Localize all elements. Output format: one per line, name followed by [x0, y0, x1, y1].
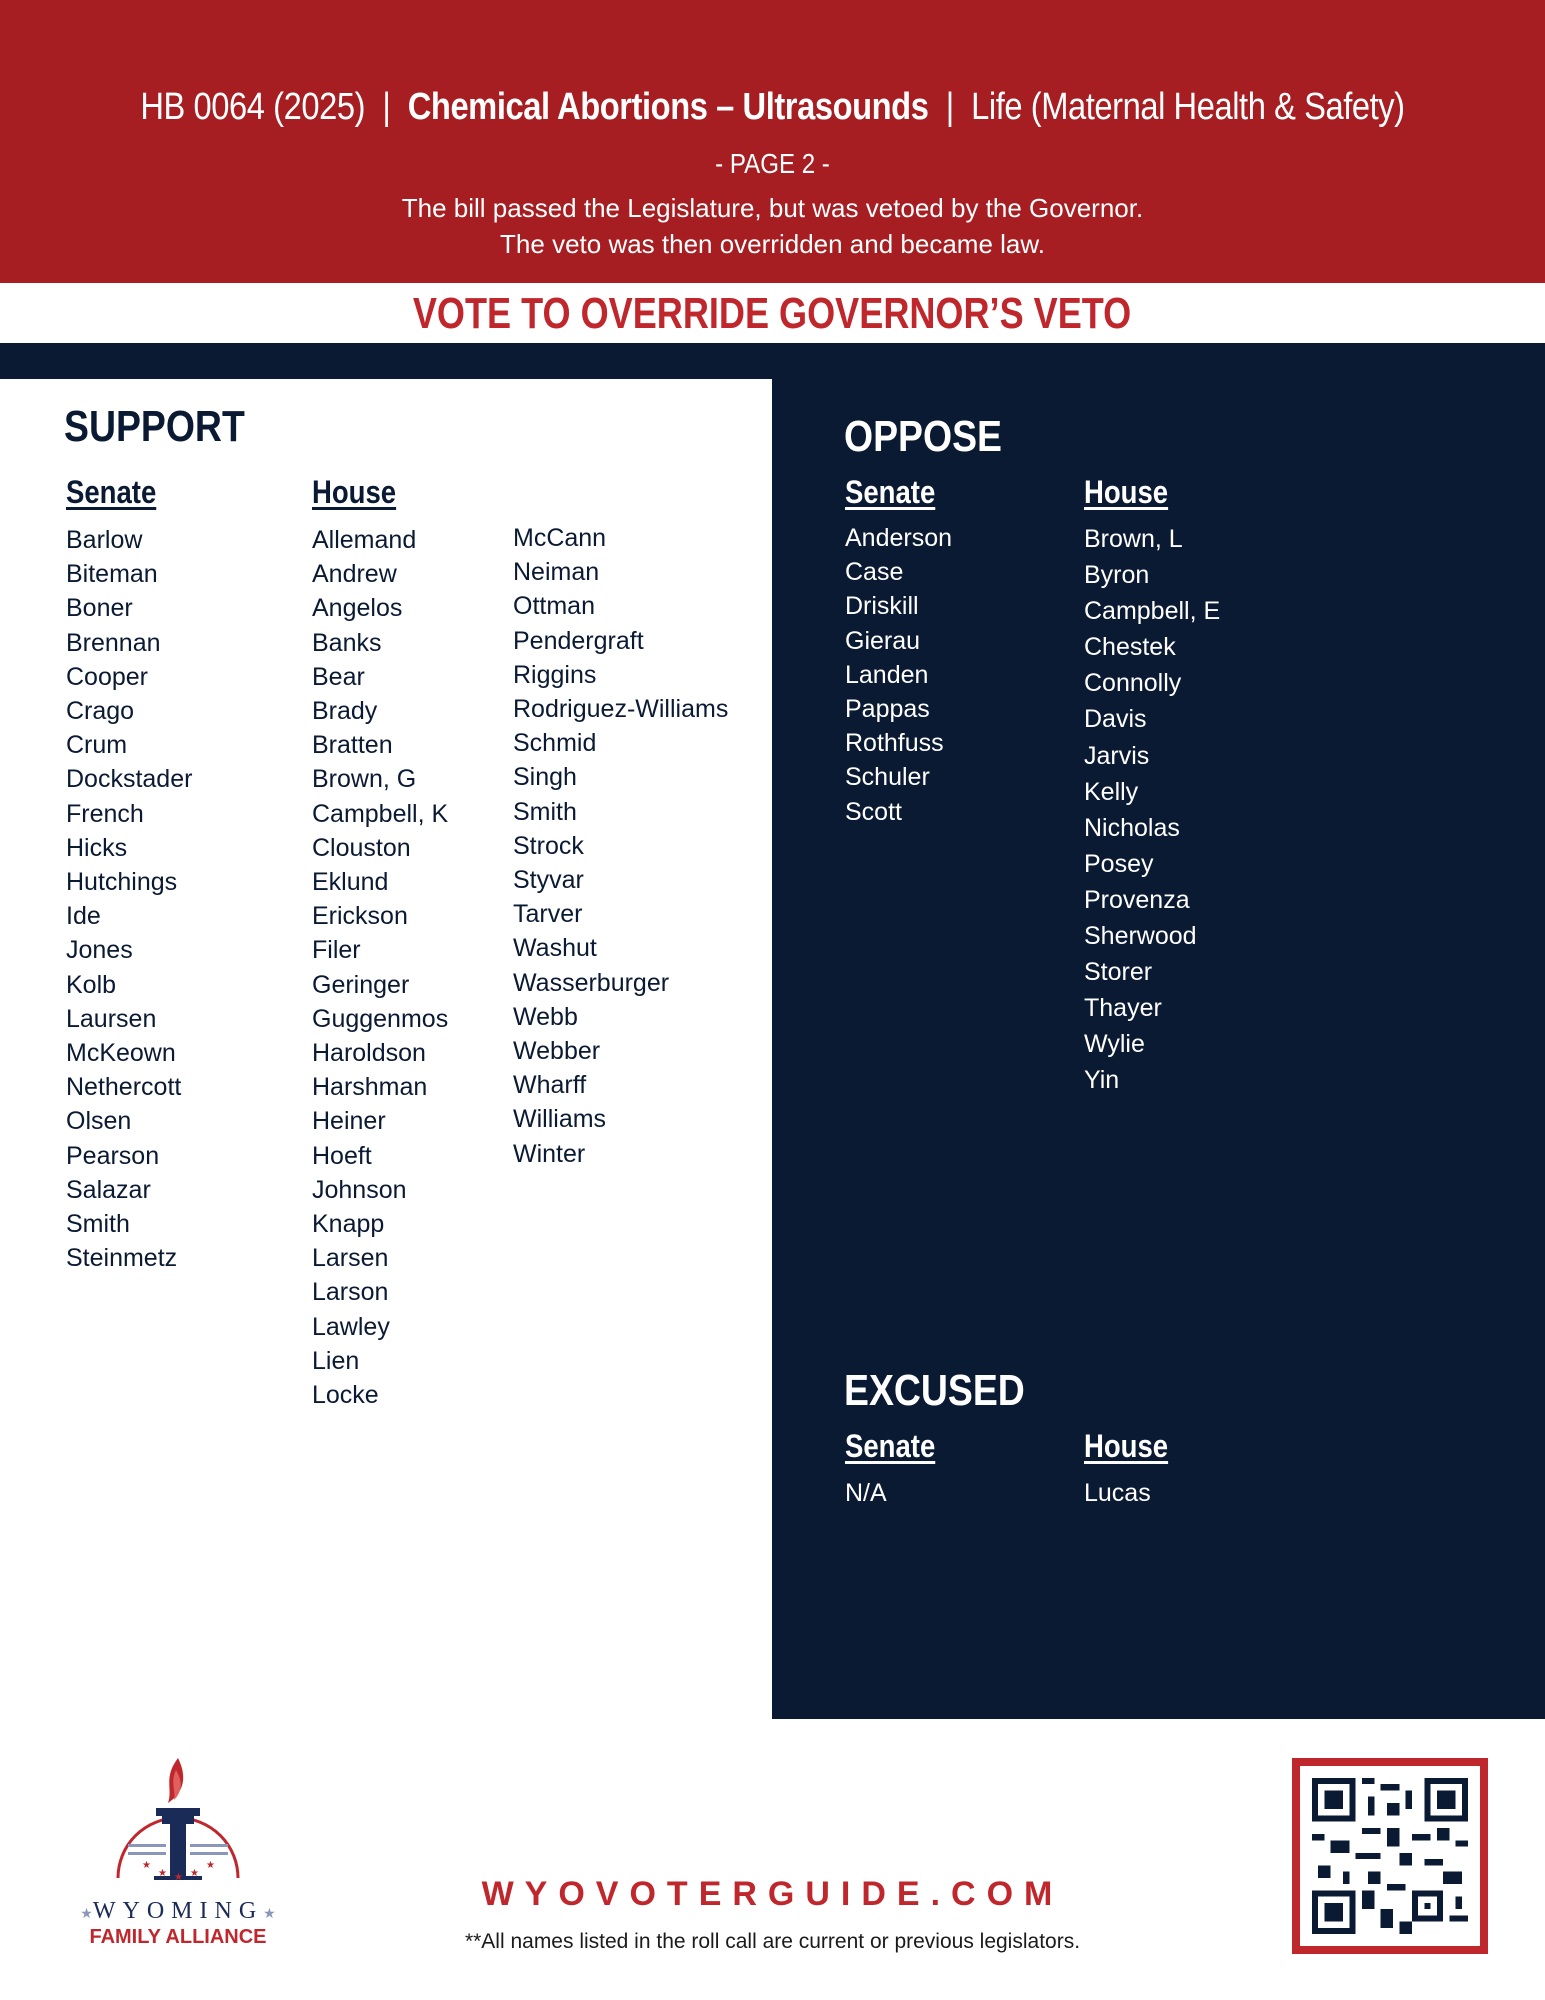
legislator-name: Cooper	[66, 662, 148, 691]
legislator-name: Locke	[312, 1381, 379, 1410]
legislator-name: Riggins	[513, 660, 597, 689]
legislator-name: French	[66, 799, 144, 828]
excused-title: EXCUSED	[844, 1366, 1025, 1415]
legislator-name: Crago	[66, 697, 135, 726]
legislator-name: Hicks	[66, 833, 128, 862]
legislator-name: Heiner	[312, 1107, 386, 1136]
oppose-title: OPPOSE	[844, 412, 1002, 461]
legislator-name: Angelos	[312, 594, 403, 623]
title-separator: |	[382, 86, 391, 128]
legislator-name: Anderson	[845, 524, 953, 552]
legislator-name: Bratten	[312, 731, 393, 760]
footnote: **All names listed in the roll call are current or previous legislators.	[464, 1930, 1081, 1953]
legislator-name: Case	[845, 558, 904, 587]
bill-title: Chemical Abortions – Ultrasounds	[407, 86, 929, 128]
legislator-name: Salazar	[66, 1175, 151, 1204]
wyoming-family-alliance-logo	[58, 1748, 298, 1958]
legislator-name: Smith	[513, 797, 577, 826]
bill-category: Life (Maternal Health & Safety)	[971, 86, 1405, 128]
legislator-name: Lien	[312, 1346, 360, 1375]
legislator-name: Campbell, E	[1084, 597, 1221, 626]
legislator-name: Schuler	[845, 763, 930, 792]
legislator-name: Nethercott	[66, 1073, 182, 1102]
legislator-name: Boner	[66, 594, 133, 623]
logo-name-text: WYOMING	[92, 1898, 264, 1924]
legislator-name: Eklund	[312, 868, 389, 897]
support-senate-list	[66, 523, 192, 1275]
legislator-name: Olsen	[66, 1107, 132, 1136]
legislator-name: Williams	[513, 1105, 607, 1134]
legislator-name: Lawley	[312, 1312, 390, 1341]
legislator-name: Hoeft	[312, 1141, 372, 1170]
legislator-name: Thayer	[1084, 994, 1162, 1023]
logo-subtitle: FAMILY ALLIANCE	[89, 1926, 267, 1948]
legislator-name: Nicholas	[1084, 813, 1180, 842]
legislator-name: Pendergraft	[513, 626, 644, 655]
legislator-name: Filer	[312, 936, 361, 965]
legislator-name: Winter	[513, 1139, 586, 1168]
legislator-name: McKeown	[66, 1039, 176, 1068]
legislator-name: Barlow	[66, 526, 143, 554]
svg-text:★: ★	[190, 1868, 199, 1879]
legislator-name: Haroldson	[312, 1039, 426, 1068]
legislator-name: Landen	[845, 660, 929, 689]
legislator-name: Rodriguez-Williams	[513, 695, 729, 724]
legislator-name: Webber	[513, 1037, 601, 1066]
legislator-name: Wharff	[513, 1071, 587, 1100]
legislator-name: Dockstader	[66, 765, 193, 794]
legislator-name: Wylie	[1084, 1030, 1145, 1059]
legislator-name: Campbell, K	[312, 799, 449, 828]
legislator-name: Jones	[66, 936, 133, 965]
legislator-name: Kelly	[1084, 777, 1139, 806]
legislator-name: Ide	[66, 902, 101, 931]
legislator-name: Smith	[66, 1210, 130, 1239]
legislator-name: Davis	[1084, 705, 1147, 734]
legislator-name: Washut	[513, 934, 597, 963]
legislator-name: Lucas	[1084, 1479, 1151, 1507]
legislator-name: Styvar	[513, 866, 584, 895]
legislator-name: Allemand	[312, 526, 417, 554]
title-separator: |	[945, 86, 954, 128]
page-indicator: - PAGE 2 -	[715, 148, 830, 179]
legislator-name: Johnson	[312, 1175, 407, 1204]
legislator-name: Sherwood	[1084, 922, 1197, 951]
legislator-name: Scott	[845, 797, 902, 826]
legislator-name: Clouston	[312, 833, 411, 862]
legislator-name: Rothfuss	[845, 729, 944, 758]
legislator-name: Guggenmos	[312, 1004, 449, 1033]
legislator-name: Gierau	[845, 626, 921, 655]
qr-code[interactable]	[1292, 1758, 1488, 1954]
legislator-name: Jarvis	[1084, 741, 1150, 770]
legislator-name: McCann	[513, 524, 607, 552]
legislator-name: Brown, G	[312, 765, 417, 794]
support-house-list	[312, 523, 448, 1412]
description-line: The veto was then overridden and became law.	[500, 229, 1045, 259]
oppose-house-list	[1084, 521, 1220, 1099]
svg-text:★: ★	[206, 1860, 215, 1871]
legislator-name: Pearson	[66, 1141, 160, 1170]
legislator-name: Provenza	[1084, 885, 1190, 914]
legislator-name: N/A	[845, 1479, 887, 1507]
svg-text:★: ★	[142, 1860, 151, 1871]
legislator-name: Steinmetz	[66, 1244, 178, 1273]
legislator-name: Laursen	[66, 1004, 157, 1033]
legislator-name: Hutchings	[66, 868, 178, 897]
legislator-name: Larson	[312, 1278, 389, 1307]
svg-text:★: ★	[158, 1868, 167, 1879]
support-title: SUPPORT	[64, 402, 245, 451]
excused-house-list	[1084, 1476, 1151, 1510]
legislator-name: Posey	[1084, 849, 1154, 878]
legislator-name: Brown, L	[1084, 525, 1183, 553]
legislator-name: Banks	[312, 628, 382, 657]
legislator-name: Brady	[312, 697, 378, 726]
support-house-header: House	[312, 474, 397, 510]
legislator-name: Harshman	[312, 1073, 428, 1102]
legislator-name: Kolb	[66, 970, 117, 999]
legislator-name: Connolly	[1084, 669, 1182, 698]
legislator-name: Erickson	[312, 902, 408, 931]
legislator-name: Webb	[513, 1002, 578, 1031]
legislator-name: Schmid	[513, 729, 597, 758]
legislator-name: Yin	[1084, 1066, 1120, 1095]
legislator-name: Byron	[1084, 561, 1150, 590]
legislator-name: Driskill	[845, 592, 919, 621]
oppose-senate-list	[845, 521, 952, 829]
legislator-name: Wasserburger	[513, 968, 670, 997]
legislator-name: Ottman	[513, 592, 595, 621]
legislator-name: Chestek	[1084, 633, 1176, 662]
qr-code-icon	[1312, 1778, 1468, 1934]
excused-senate-header: Senate	[845, 1428, 936, 1464]
star-icon: ★	[80, 1907, 93, 1922]
oppose-senate-header: Senate	[845, 474, 936, 510]
support-senate-header: Senate	[66, 474, 157, 510]
support-house-list-continued	[513, 521, 728, 1171]
legislator-name: Larsen	[312, 1244, 389, 1273]
legislator-name: Andrew	[312, 560, 397, 589]
legislator-name: Crum	[66, 731, 128, 760]
bill-number: HB 0064 (2025)	[140, 86, 366, 128]
description-line: The bill passed the Legislature, but was vetoed by the Governor.	[401, 193, 1144, 223]
legislator-name: Tarver	[513, 900, 583, 929]
vote-banner-text: VOTE TO OVERRIDE GOVERNOR’S VETO	[413, 289, 1132, 338]
excused-senate-list	[845, 1476, 887, 1510]
legislator-name: Storer	[1084, 958, 1153, 987]
website-link[interactable]: WYOVOTERGUIDE.COM	[481, 1875, 1064, 1913]
legislator-name: Brennan	[66, 628, 161, 657]
legislator-name: Geringer	[312, 970, 410, 999]
legislator-name: Bear	[312, 662, 365, 691]
legislator-name: Neiman	[513, 558, 600, 587]
legislator-name: Knapp	[312, 1210, 385, 1239]
legislator-name: Pappas	[845, 695, 930, 724]
legislator-name: Biteman	[66, 560, 158, 589]
oppose-house-header: House	[1084, 474, 1169, 510]
legislator-name: Strock	[513, 831, 584, 860]
svg-text:★: ★	[174, 1872, 183, 1883]
legislator-name: Singh	[513, 763, 577, 792]
star-icon: ★	[263, 1907, 276, 1922]
excused-house-header: House	[1084, 1428, 1169, 1464]
